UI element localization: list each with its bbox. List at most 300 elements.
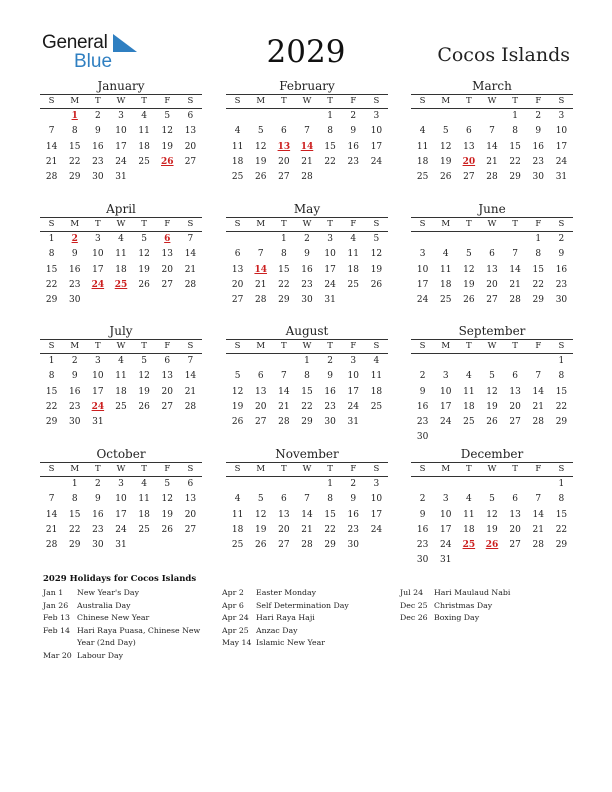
day-cell: 4 — [465, 371, 472, 382]
holiday-date: Feb 13 — [43, 613, 70, 622]
holiday-entry — [222, 625, 392, 638]
day-cell: 28 — [184, 401, 197, 412]
day-grid — [40, 354, 202, 430]
weekday-label: T — [281, 341, 287, 351]
holiday-date: Apr 2 — [222, 588, 244, 597]
weekday-label: W — [116, 464, 126, 474]
day-grid — [40, 232, 202, 308]
day-cell: 19 — [231, 401, 244, 412]
day-cell: 10 — [555, 126, 568, 137]
empty-cell — [434, 354, 457, 369]
weekday-label: W — [116, 341, 126, 351]
day-cell: 27 — [509, 540, 521, 551]
empty-cell — [226, 354, 249, 369]
day-cell: 15 — [278, 264, 290, 275]
day-cell: 23 — [68, 279, 81, 290]
month-name: November — [275, 447, 339, 461]
day-cell: 11 — [416, 141, 429, 152]
day-cell: 4 — [234, 126, 241, 137]
day-cell: 28 — [45, 172, 58, 183]
day-cell: 25 — [416, 172, 429, 183]
day-cell: 15 — [509, 141, 521, 152]
day-cell: 25 — [138, 524, 150, 535]
day-cell: 16 — [324, 386, 336, 397]
day-cell: 27 — [463, 172, 475, 183]
holiday-name: Easter Monday — [256, 588, 317, 597]
weekday-label: W — [302, 219, 312, 229]
day-cell: 9 — [419, 509, 426, 520]
day-cell: 16 — [416, 524, 429, 535]
day-cell: 31 — [439, 555, 452, 566]
day-cell: 3 — [118, 479, 124, 489]
weekday-label: T — [141, 464, 147, 474]
day-cell: 26 — [254, 540, 267, 551]
day-cell: 3 — [327, 234, 333, 244]
day-cell: 17 — [416, 279, 429, 290]
day-cell: 9 — [94, 126, 101, 137]
day-cell: 4 — [234, 494, 241, 505]
empty-cell — [527, 354, 550, 369]
weekday-label: T — [141, 96, 147, 106]
day-cell: 27 — [161, 401, 173, 412]
day-cell: 8 — [48, 249, 55, 260]
day-cell: 7 — [535, 371, 542, 382]
day-cell: 1 — [327, 479, 333, 489]
day-cell: 18 — [231, 524, 244, 535]
day-cell: 24 — [439, 540, 452, 551]
day-cell: 19 — [161, 141, 173, 152]
weekday-label: S — [187, 96, 194, 106]
day-cell: 9 — [558, 249, 565, 260]
weekday-label: W — [116, 96, 126, 106]
holiday-name: Anzac Day — [256, 625, 298, 635]
day-cell: 20 — [509, 524, 521, 535]
day-cell: 24 — [439, 417, 452, 428]
day-cell: 19 — [161, 509, 173, 520]
empty-cell — [249, 232, 272, 247]
day-cell: 4 — [141, 111, 147, 121]
weekday-label: F — [350, 219, 357, 229]
day-cell: 13 — [463, 141, 475, 152]
day-cell: 8 — [280, 249, 287, 260]
day-cell: 11 — [231, 509, 244, 520]
empty-cell — [226, 109, 249, 124]
day-cell: 12 — [463, 264, 475, 275]
weekday-label: M — [70, 341, 80, 351]
day-cell: 3 — [373, 479, 380, 489]
weekday-label: S — [234, 219, 241, 229]
holiday-name: Boxing Day — [434, 613, 480, 622]
day-cell: 20 — [231, 279, 244, 290]
day-cell: 28 — [532, 540, 544, 551]
holiday-name: Australia Day — [77, 600, 131, 610]
day-cell: 2 — [419, 494, 426, 505]
day-cell: 29 — [555, 540, 568, 551]
day-cell: 18 — [416, 156, 429, 167]
holiday-entry — [400, 612, 570, 625]
month-october — [40, 447, 202, 553]
day-cell: 7 — [187, 356, 194, 366]
day-grid — [226, 477, 388, 553]
holiday-date: Dec 25 — [400, 600, 428, 610]
day-cell: 17 — [370, 141, 383, 152]
weekday-label: T — [95, 341, 101, 351]
empty-cell — [457, 232, 480, 247]
weekday-label: F — [535, 464, 542, 474]
day-cell: 3 — [94, 356, 101, 366]
day-cell: 26 — [231, 417, 244, 428]
day-cell: 22 — [509, 156, 521, 167]
day-cell: 14 — [45, 509, 58, 520]
day-cell: 18 — [463, 401, 475, 412]
day-cell: 30 — [68, 295, 81, 306]
day-cell: 11 — [439, 264, 452, 275]
holiday-date: Jan 26 — [43, 600, 69, 610]
day-cell: 2 — [327, 356, 333, 366]
month-august — [226, 324, 388, 430]
weekday-header — [40, 339, 202, 354]
day-cell: 26 — [463, 295, 475, 306]
day-cell: 15 — [532, 264, 544, 275]
day-cell: 23 — [92, 156, 104, 167]
day-cell: 8 — [71, 126, 78, 137]
weekday-header — [40, 217, 202, 232]
weekday-label: T — [512, 464, 518, 474]
day-cell: 25 — [231, 172, 244, 183]
day-cell: 12 — [161, 126, 173, 137]
day-cell: 21 — [509, 279, 521, 290]
day-cell: 28 — [509, 295, 521, 306]
weekday-label: M — [441, 96, 451, 106]
day-cell: 6 — [512, 494, 518, 505]
day-cell: 19 — [486, 524, 498, 535]
month-february — [226, 79, 388, 185]
weekday-label: T — [466, 219, 472, 229]
day-cell: 15 — [301, 386, 313, 397]
day-cell: 27 — [184, 156, 197, 167]
weekday-label: W — [487, 464, 497, 474]
holiday-entry — [43, 612, 208, 625]
weekday-header — [226, 94, 388, 109]
weekday-label: W — [487, 96, 497, 106]
day-cell: 26 — [138, 401, 150, 412]
weekday-label: W — [116, 219, 126, 229]
day-cell: 13 — [486, 264, 498, 275]
day-cell: 10 — [416, 264, 429, 275]
day-cell: 31 — [92, 417, 104, 428]
day-cell: 10 — [347, 371, 359, 382]
day-cell: 21 — [486, 156, 498, 167]
day-cell: 28 — [301, 172, 313, 183]
day-cell: 29 — [532, 295, 544, 306]
day-cell: 5 — [164, 111, 171, 121]
day-cell: 27 — [254, 417, 267, 428]
day-cell: 13 — [509, 386, 521, 397]
day-cell: 12 — [138, 249, 150, 260]
day-cell: 25 — [231, 540, 244, 551]
day-cell: 29 — [68, 540, 81, 551]
empty-cell — [411, 232, 434, 247]
day-cell: 10 — [370, 126, 383, 137]
month-name: October — [96, 447, 146, 461]
day-cell: 7 — [512, 249, 518, 260]
day-cell: 7 — [48, 126, 55, 137]
day-cell: 27 — [509, 417, 521, 428]
weekday-header — [226, 462, 388, 477]
holiday-entry — [400, 600, 570, 613]
day-cell: 26 — [439, 172, 452, 183]
day-cell: 19 — [439, 156, 452, 167]
day-cell: 7 — [280, 371, 287, 382]
day-cell: 5 — [489, 371, 495, 382]
day-cell: 7 — [48, 494, 55, 505]
day-cell: 5 — [465, 249, 472, 260]
day-cell: 2 — [419, 371, 426, 382]
day-cell: 16 — [92, 141, 104, 152]
day-cell: 1 — [304, 356, 310, 366]
weekday-header — [411, 462, 573, 477]
weekday-label: M — [256, 341, 266, 351]
holiday-day: 25 — [114, 279, 128, 290]
weekday-label: F — [350, 96, 357, 106]
day-cell: 17 — [92, 386, 104, 397]
day-cell: 6 — [280, 494, 287, 505]
day-cell: 22 — [532, 279, 544, 290]
day-cell: 11 — [115, 249, 127, 260]
day-cell: 1 — [558, 356, 565, 366]
day-cell: 4 — [373, 356, 380, 366]
day-cell: 17 — [115, 509, 127, 520]
empty-cell — [272, 109, 295, 124]
day-cell: 6 — [234, 249, 241, 260]
weekday-label: T — [327, 464, 333, 474]
day-cell: 1 — [512, 111, 518, 121]
day-cell: 28 — [254, 295, 267, 306]
empty-cell — [272, 354, 295, 369]
weekday-label: S — [48, 219, 55, 229]
holiday-entry — [43, 650, 208, 663]
month-name: July — [109, 324, 133, 338]
weekday-label: W — [487, 341, 497, 351]
day-cell: 29 — [509, 172, 521, 183]
day-cell: 21 — [532, 401, 544, 412]
day-cell: 27 — [184, 524, 197, 535]
month-name: September — [458, 324, 526, 338]
day-cell: 29 — [555, 417, 568, 428]
day-grid — [40, 477, 202, 553]
day-cell: 9 — [94, 494, 101, 505]
day-cell: 28 — [532, 417, 544, 428]
day-cell: 30 — [324, 417, 336, 428]
day-cell: 24 — [115, 156, 127, 167]
day-cell: 9 — [535, 126, 542, 137]
day-cell: 5 — [257, 126, 264, 137]
day-cell: 2 — [71, 356, 78, 366]
logo-text-general: General — [42, 32, 108, 53]
month-name: June — [478, 202, 506, 216]
day-cell: 13 — [231, 264, 244, 275]
month-name: August — [285, 324, 329, 338]
day-cell: 14 — [278, 386, 290, 397]
day-cell: 7 — [187, 234, 194, 244]
day-cell: 23 — [555, 279, 568, 290]
weekday-label: F — [164, 464, 171, 474]
weekday-label: T — [327, 96, 333, 106]
empty-cell — [226, 477, 249, 492]
holiday-day: 14 — [300, 141, 314, 152]
day-cell: 21 — [254, 279, 267, 290]
day-cell: 5 — [164, 479, 171, 489]
day-cell: 19 — [254, 156, 267, 167]
day-cell: 9 — [350, 126, 357, 137]
day-cell: 23 — [347, 156, 359, 167]
holiday-entry — [43, 600, 208, 613]
day-cell: 19 — [138, 386, 150, 397]
holiday-date: Mar 20 — [43, 650, 72, 660]
day-cell: 20 — [161, 386, 173, 397]
day-cell: 1 — [535, 234, 542, 244]
day-cell: 15 — [68, 141, 81, 152]
day-cell: 8 — [71, 494, 78, 505]
day-cell: 29 — [301, 417, 313, 428]
weekday-label: S — [187, 464, 194, 474]
weekday-label: S — [558, 341, 565, 351]
day-cell: 8 — [558, 371, 565, 382]
empty-cell — [249, 109, 272, 124]
weekday-label: F — [535, 96, 542, 106]
empty-cell — [295, 109, 318, 124]
day-cell: 2 — [535, 111, 542, 121]
day-cell: 16 — [416, 401, 429, 412]
weekday-label: T — [327, 341, 333, 351]
day-cell: 13 — [509, 509, 521, 520]
day-cell: 12 — [138, 371, 150, 382]
day-cell: 16 — [92, 509, 104, 520]
day-cell: 27 — [278, 172, 290, 183]
weekday-label: M — [441, 219, 451, 229]
weekday-label: S — [373, 341, 380, 351]
day-cell: 15 — [324, 141, 336, 152]
day-cell: 31 — [347, 417, 359, 428]
day-cell: 17 — [115, 141, 127, 152]
weekday-label: T — [466, 464, 472, 474]
day-cell: 8 — [512, 126, 518, 137]
day-cell: 5 — [373, 234, 380, 244]
day-cell: 12 — [254, 509, 267, 520]
day-cell: 7 — [489, 126, 495, 137]
weekday-label: M — [70, 96, 80, 106]
day-cell: 13 — [184, 126, 197, 137]
day-cell: 23 — [416, 540, 429, 551]
empty-cell — [504, 354, 527, 369]
holiday-name: Labour Day — [77, 650, 124, 660]
empty-cell — [249, 477, 272, 492]
day-cell: 5 — [257, 494, 264, 505]
day-cell: 12 — [231, 386, 244, 397]
holiday-day: 14 — [254, 264, 267, 275]
weekday-label: S — [419, 464, 426, 474]
day-cell: 6 — [465, 126, 472, 137]
weekday-label: T — [466, 341, 472, 351]
empty-cell — [434, 477, 457, 492]
day-cell: 23 — [324, 401, 336, 412]
day-cell: 30 — [301, 295, 313, 306]
day-cell: 10 — [92, 371, 104, 382]
logo-text-blue: Blue — [74, 51, 113, 72]
weekday-label: S — [419, 96, 426, 106]
weekday-header — [40, 94, 202, 109]
weekday-label: M — [70, 219, 80, 229]
day-cell: 18 — [138, 141, 150, 152]
day-cell: 3 — [94, 234, 101, 244]
day-cell: 25 — [347, 279, 359, 290]
day-grid — [411, 232, 573, 308]
weekday-header — [226, 217, 388, 232]
day-cell: 17 — [439, 401, 452, 412]
day-cell: 7 — [304, 126, 310, 137]
weekday-label: T — [141, 219, 147, 229]
day-cell: 12 — [439, 141, 452, 152]
day-cell: 2 — [558, 234, 565, 244]
day-cell: 21 — [278, 401, 290, 412]
day-cell: 23 — [347, 524, 359, 535]
day-cell: 2 — [94, 479, 101, 489]
day-cell: 9 — [304, 249, 310, 260]
empty-cell — [40, 477, 63, 492]
calendar-year: 2029 — [266, 34, 346, 70]
weekday-label: T — [281, 464, 287, 474]
day-cell: 15 — [555, 386, 568, 397]
day-cell: 30 — [68, 417, 81, 428]
day-cell: 13 — [184, 494, 197, 505]
month-july — [40, 324, 202, 430]
day-cell: 8 — [48, 371, 55, 382]
empty-cell — [457, 109, 480, 124]
holiday-day: 2 — [71, 234, 78, 244]
empty-cell — [411, 477, 434, 492]
weekday-label: T — [95, 464, 101, 474]
day-cell: 10 — [439, 509, 452, 520]
day-cell: 2 — [350, 479, 357, 489]
day-cell: 8 — [327, 126, 333, 137]
day-cell: 3 — [419, 249, 426, 260]
weekday-label: T — [95, 96, 101, 106]
day-cell: 22 — [45, 279, 58, 290]
month-name: April — [106, 202, 136, 216]
weekday-label: W — [302, 96, 312, 106]
weekday-label: F — [535, 219, 542, 229]
holiday-column — [222, 587, 392, 650]
weekday-label: T — [281, 219, 287, 229]
day-cell: 15 — [68, 509, 81, 520]
day-cell: 30 — [416, 432, 429, 443]
day-cell: 9 — [419, 386, 426, 397]
day-cell: 6 — [512, 371, 518, 382]
weekday-label: W — [302, 464, 312, 474]
day-cell: 20 — [278, 524, 290, 535]
day-cell: 24 — [555, 156, 568, 167]
holiday-name: Chinese New Year — [77, 613, 150, 622]
day-cell: 30 — [532, 172, 544, 183]
day-cell: 13 — [278, 509, 290, 520]
day-cell: 18 — [138, 509, 150, 520]
day-cell: 24 — [347, 401, 359, 412]
day-cell: 24 — [370, 524, 383, 535]
day-cell: 14 — [509, 264, 521, 275]
day-cell: 16 — [555, 264, 568, 275]
day-grid — [411, 109, 573, 185]
day-cell: 24 — [115, 524, 127, 535]
